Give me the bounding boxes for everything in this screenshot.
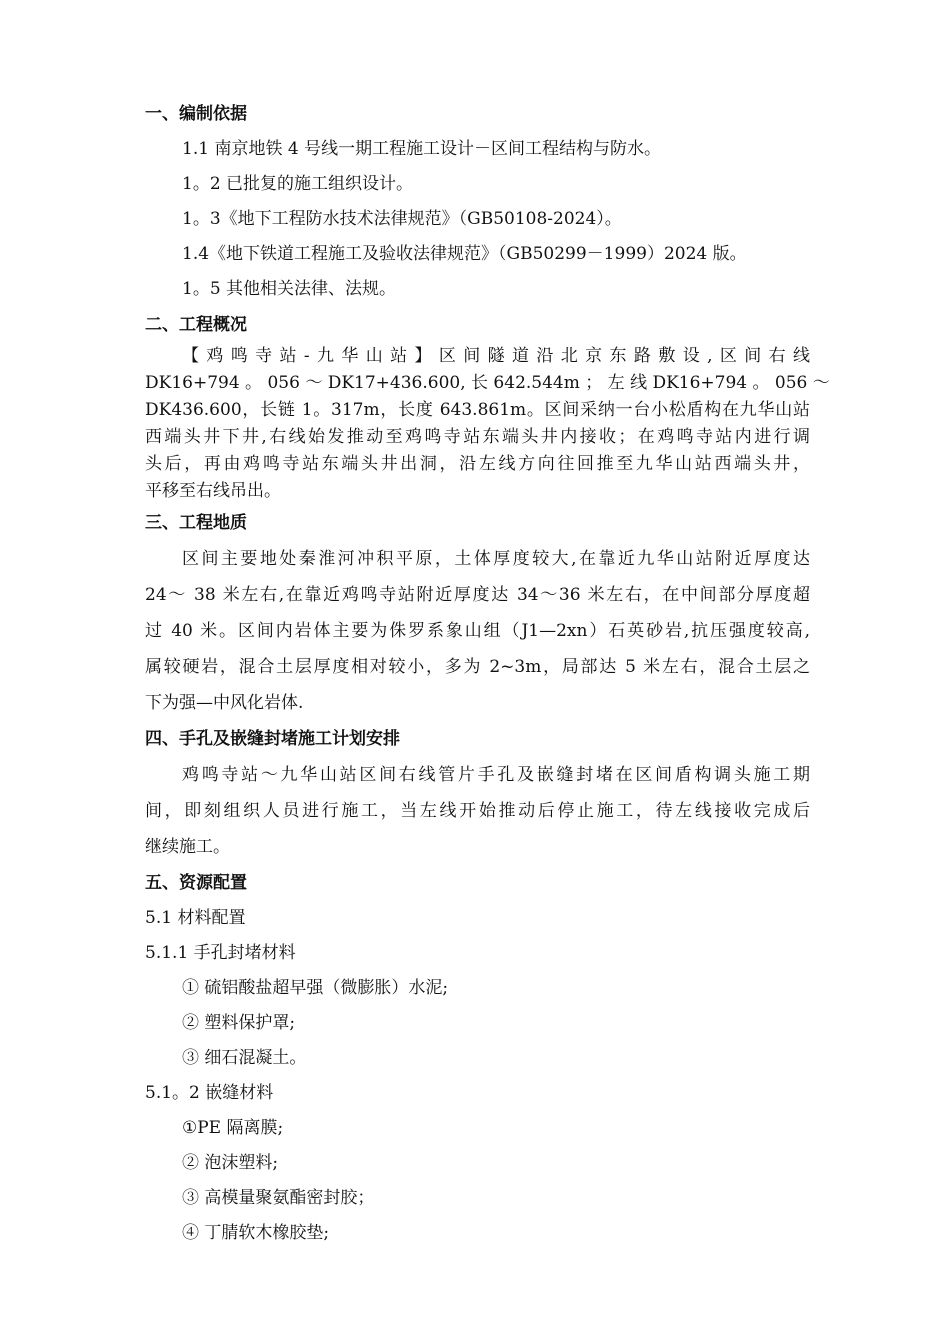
overview-line: 头后，再由鸡鸣寺站东端头井出洞，沿左线方向往回推至九华山站西端头井， (145, 454, 810, 474)
subsection-handhole-materials: 5.1.1 手孔封堵材料 (145, 943, 296, 963)
overview-line: DK16+794 。 056 ～ DK17+436.600, 长 642.544m ； 左 线 DK16+794 。 056 ～ (145, 373, 830, 393)
list-item: ① 硫铝酸盐超早强（微膨胀）水泥; (182, 978, 449, 998)
overview-line: 平移至右线吊出。 (145, 481, 281, 501)
section-heading-overview: 二、工程概况 (145, 315, 247, 335)
section-heading-geology: 三、工程地质 (145, 513, 247, 533)
basis-item: 1.1 南京地铁 4 号线一期工程施工设计－区间工程结构与防水。 (182, 139, 662, 159)
schedule-line: 鸡鸣寺站～九华山站区间右线管片手孔及嵌缝封堵在区间盾构调头施工期 (182, 765, 810, 785)
geology-line: 属较硬岩，混合土层厚度相对较小，多为 2~3m，局部达 5 米左右，混合土层之 (145, 657, 810, 677)
list-item: ② 泡沫塑料; (182, 1153, 279, 1173)
list-item: ② 塑料保护罩; (182, 1013, 296, 1033)
overview-line: DK436.600，长链 1。317m，长度 643.861m。区间采纳一台小松盾构在九华山站 (145, 400, 810, 420)
list-item: ③ 高模量聚氨酯密封胶； (182, 1188, 375, 1208)
geology-line: 下为强—中风化岩体. (145, 693, 304, 713)
subsection-caulking-materials: 5.1。2 嵌缝材料 (145, 1083, 274, 1103)
geology-line: 24～ 38 米左右,在靠近鸡鸣寺站附近厚度达 34～36 米左右，在中间部分厚度超 (145, 585, 810, 605)
geology-line: 过 40 米。区间内岩体主要为侏罗系象山组（J1—2xn）石英砂岩,抗压强度较高, (145, 621, 810, 641)
document-body (145, 96, 830, 1251)
schedule-line: 间，即刻组织人员进行施工，当左线开始推动后停止施工，待左线接收完成后 (145, 801, 810, 821)
section-heading-schedule: 四、手孔及嵌缝封堵施工计划安排 (145, 729, 400, 749)
basis-item: 1。3《地下工程防水技术法律规范》（GB50108-2024）。 (182, 209, 622, 229)
overview-line: 【鸡鸣寺站-九华山站】区间隧道沿北京东路敷设,区间右线 (182, 346, 810, 366)
overview-line: 西端头井下井,右线始发推动至鸡鸣寺站东端头井内接收；在鸡鸣寺站内进行调 (145, 427, 810, 447)
list-item: ③ 细石混凝土。 (182, 1048, 307, 1068)
subsection-materials: 5.1 材料配置 (145, 908, 246, 928)
basis-item: 1。5 其他相关法律、法规。 (182, 279, 397, 299)
section-heading-basis: 一、编制依据 (145, 104, 247, 124)
list-item: ④ 丁腈软木橡胶垫; (182, 1223, 330, 1243)
basis-item: 1。2 已批复的施工组织设计。 (182, 174, 414, 194)
schedule-line: 继续施工。 (145, 837, 230, 857)
list-item: ①PE 隔离膜; (182, 1118, 284, 1138)
basis-item: 1.4《地下铁道工程施工及验收法律规范》（GB50299－1999）2024 版。 (182, 244, 747, 264)
geology-line: 区间主要地处秦淮河冲积平原，土体厚度较大,在靠近九华山站附近厚度达 (182, 549, 810, 569)
section-heading-resources: 五、资源配置 (145, 873, 247, 893)
